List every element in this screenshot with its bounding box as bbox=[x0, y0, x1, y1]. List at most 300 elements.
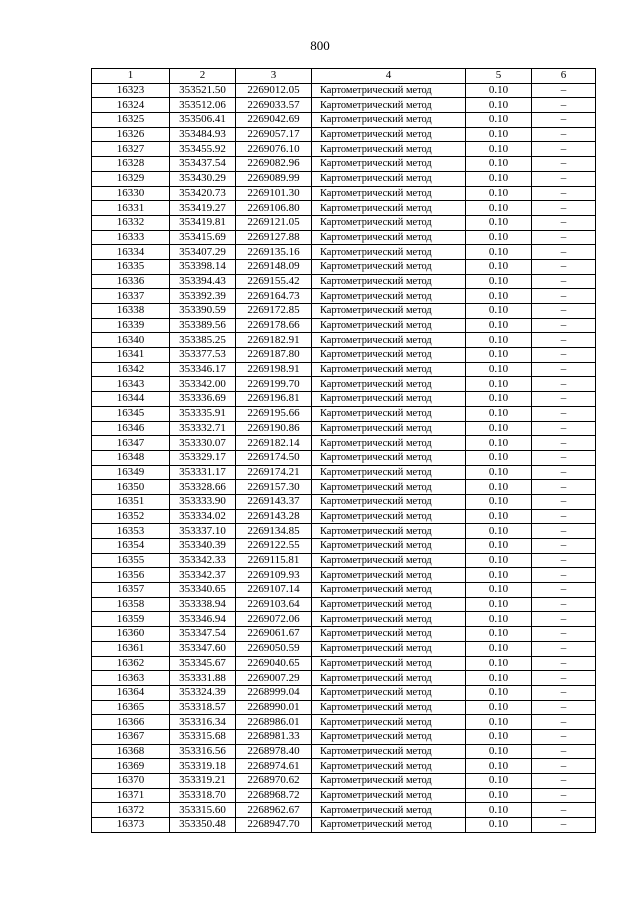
description-cell: – bbox=[532, 509, 596, 524]
method-cell: Картометрический метод bbox=[312, 436, 466, 451]
accuracy-cell: 0.10 bbox=[466, 245, 532, 260]
method-cell: Картометрический метод bbox=[312, 392, 466, 407]
accuracy-cell: 0.10 bbox=[466, 612, 532, 627]
method-cell: Картометрический метод bbox=[312, 465, 466, 480]
point-number-cell: 16327 bbox=[92, 142, 170, 157]
method-cell: Картометрический метод bbox=[312, 157, 466, 172]
x-coordinate-cell: 353347.60 bbox=[170, 641, 236, 656]
method-cell: Картометрический метод bbox=[312, 83, 466, 98]
y-coordinate-cell: 2268999.04 bbox=[236, 685, 312, 700]
accuracy-cell: 0.10 bbox=[466, 406, 532, 421]
table-header-row bbox=[92, 69, 596, 84]
point-number-cell: 16323 bbox=[92, 83, 170, 98]
table-row bbox=[92, 348, 596, 363]
table-row bbox=[92, 494, 596, 509]
table-row bbox=[92, 201, 596, 216]
table-row bbox=[92, 465, 596, 480]
accuracy-cell: 0.10 bbox=[466, 627, 532, 642]
x-coordinate-cell: 353342.00 bbox=[170, 377, 236, 392]
method-cell: Картометрический метод bbox=[312, 597, 466, 612]
point-number-cell: 16345 bbox=[92, 406, 170, 421]
column-header: 1 bbox=[92, 69, 170, 84]
table-row bbox=[92, 583, 596, 598]
table-row bbox=[92, 759, 596, 774]
accuracy-cell: 0.10 bbox=[466, 465, 532, 480]
x-coordinate-cell: 353331.88 bbox=[170, 671, 236, 686]
accuracy-cell: 0.10 bbox=[466, 494, 532, 509]
description-cell: – bbox=[532, 803, 596, 818]
y-coordinate-cell: 2269121.05 bbox=[236, 215, 312, 230]
x-coordinate-cell: 353324.39 bbox=[170, 685, 236, 700]
x-coordinate-cell: 353345.67 bbox=[170, 656, 236, 671]
accuracy-cell: 0.10 bbox=[466, 348, 532, 363]
point-number-cell: 16328 bbox=[92, 157, 170, 172]
y-coordinate-cell: 2269195.66 bbox=[236, 406, 312, 421]
accuracy-cell: 0.10 bbox=[466, 318, 532, 333]
y-coordinate-cell: 2269190.86 bbox=[236, 421, 312, 436]
y-coordinate-cell: 2269050.59 bbox=[236, 641, 312, 656]
table-row bbox=[92, 509, 596, 524]
description-cell: – bbox=[532, 774, 596, 789]
table-row bbox=[92, 788, 596, 803]
table-row bbox=[92, 612, 596, 627]
column-header: 5 bbox=[466, 69, 532, 84]
method-cell: Картометрический метод bbox=[312, 700, 466, 715]
x-coordinate-cell: 353377.53 bbox=[170, 348, 236, 363]
accuracy-cell: 0.10 bbox=[466, 436, 532, 451]
description-cell: – bbox=[532, 274, 596, 289]
x-coordinate-cell: 353329.17 bbox=[170, 450, 236, 465]
y-coordinate-cell: 2269082.96 bbox=[236, 157, 312, 172]
point-number-cell: 16371 bbox=[92, 788, 170, 803]
accuracy-cell: 0.10 bbox=[466, 157, 532, 172]
accuracy-cell: 0.10 bbox=[466, 259, 532, 274]
point-number-cell: 16356 bbox=[92, 568, 170, 583]
description-cell: – bbox=[532, 142, 596, 157]
x-coordinate-cell: 353415.69 bbox=[170, 230, 236, 245]
description-cell: – bbox=[532, 583, 596, 598]
point-number-cell: 16339 bbox=[92, 318, 170, 333]
description-cell: – bbox=[532, 700, 596, 715]
point-number-cell: 16335 bbox=[92, 259, 170, 274]
method-cell: Картометрический метод bbox=[312, 612, 466, 627]
y-coordinate-cell: 2268990.01 bbox=[236, 700, 312, 715]
accuracy-cell: 0.10 bbox=[466, 142, 532, 157]
x-coordinate-cell: 353333.90 bbox=[170, 494, 236, 509]
column-header: 2 bbox=[170, 69, 236, 84]
table-row bbox=[92, 597, 596, 612]
point-number-cell: 16329 bbox=[92, 171, 170, 186]
method-cell: Картометрический метод bbox=[312, 671, 466, 686]
description-cell: – bbox=[532, 524, 596, 539]
point-number-cell: 16348 bbox=[92, 450, 170, 465]
page-number: 800 bbox=[310, 38, 330, 53]
method-cell: Картометрический метод bbox=[312, 318, 466, 333]
point-number-cell: 16334 bbox=[92, 245, 170, 260]
y-coordinate-cell: 2269107.14 bbox=[236, 583, 312, 598]
table-row bbox=[92, 524, 596, 539]
y-coordinate-cell: 2269057.17 bbox=[236, 127, 312, 142]
description-cell: – bbox=[532, 186, 596, 201]
x-coordinate-cell: 353340.39 bbox=[170, 539, 236, 554]
y-coordinate-cell: 2269042.69 bbox=[236, 113, 312, 128]
accuracy-cell: 0.10 bbox=[466, 700, 532, 715]
accuracy-cell: 0.10 bbox=[466, 671, 532, 686]
point-number-cell: 16357 bbox=[92, 583, 170, 598]
y-coordinate-cell: 2268970.62 bbox=[236, 774, 312, 789]
table-row bbox=[92, 656, 596, 671]
y-coordinate-cell: 2269157.30 bbox=[236, 480, 312, 495]
point-number-cell: 16346 bbox=[92, 421, 170, 436]
x-coordinate-cell: 353389.56 bbox=[170, 318, 236, 333]
table-row bbox=[92, 142, 596, 157]
x-coordinate-cell: 353316.56 bbox=[170, 744, 236, 759]
y-coordinate-cell: 2269109.93 bbox=[236, 568, 312, 583]
x-coordinate-cell: 353319.21 bbox=[170, 774, 236, 789]
table-row bbox=[92, 641, 596, 656]
accuracy-cell: 0.10 bbox=[466, 289, 532, 304]
method-cell: Картометрический метод bbox=[312, 377, 466, 392]
method-cell: Картометрический метод bbox=[312, 230, 466, 245]
y-coordinate-cell: 2269040.65 bbox=[236, 656, 312, 671]
y-coordinate-cell: 2269122.55 bbox=[236, 539, 312, 554]
y-coordinate-cell: 2268981.33 bbox=[236, 729, 312, 744]
point-number-cell: 16358 bbox=[92, 597, 170, 612]
y-coordinate-cell: 2269103.64 bbox=[236, 597, 312, 612]
method-cell: Картометрический метод bbox=[312, 539, 466, 554]
y-coordinate-cell: 2268968.72 bbox=[236, 788, 312, 803]
accuracy-cell: 0.10 bbox=[466, 568, 532, 583]
table-row bbox=[92, 392, 596, 407]
y-coordinate-cell: 2269143.37 bbox=[236, 494, 312, 509]
description-cell: – bbox=[532, 157, 596, 172]
description-cell: – bbox=[532, 289, 596, 304]
x-coordinate-cell: 353318.57 bbox=[170, 700, 236, 715]
y-coordinate-cell: 2269196.81 bbox=[236, 392, 312, 407]
x-coordinate-cell: 353419.27 bbox=[170, 201, 236, 216]
y-coordinate-cell: 2269135.16 bbox=[236, 245, 312, 260]
point-number-cell: 16363 bbox=[92, 671, 170, 686]
accuracy-cell: 0.10 bbox=[466, 230, 532, 245]
x-coordinate-cell: 353484.93 bbox=[170, 127, 236, 142]
point-number-cell: 16330 bbox=[92, 186, 170, 201]
table-row bbox=[92, 362, 596, 377]
y-coordinate-cell: 2269106.80 bbox=[236, 201, 312, 216]
table-row bbox=[92, 245, 596, 260]
table-row bbox=[92, 289, 596, 304]
description-cell: – bbox=[532, 436, 596, 451]
description-cell: – bbox=[532, 201, 596, 216]
table-row bbox=[92, 685, 596, 700]
y-coordinate-cell: 2269172.85 bbox=[236, 304, 312, 319]
y-coordinate-cell: 2269164.73 bbox=[236, 289, 312, 304]
y-coordinate-cell: 2269061.67 bbox=[236, 627, 312, 642]
x-coordinate-cell: 353407.29 bbox=[170, 245, 236, 260]
description-cell: – bbox=[532, 113, 596, 128]
x-coordinate-cell: 353346.17 bbox=[170, 362, 236, 377]
column-header: 4 bbox=[312, 69, 466, 84]
y-coordinate-cell: 2269155.42 bbox=[236, 274, 312, 289]
x-coordinate-cell: 353328.66 bbox=[170, 480, 236, 495]
table-row bbox=[92, 157, 596, 172]
y-coordinate-cell: 2269198.91 bbox=[236, 362, 312, 377]
x-coordinate-cell: 353330.07 bbox=[170, 436, 236, 451]
method-cell: Картометрический метод bbox=[312, 818, 466, 833]
description-cell: – bbox=[532, 304, 596, 319]
y-coordinate-cell: 2269148.09 bbox=[236, 259, 312, 274]
y-coordinate-cell: 2269182.14 bbox=[236, 436, 312, 451]
point-number-cell: 16366 bbox=[92, 715, 170, 730]
description-cell: – bbox=[532, 98, 596, 113]
method-cell: Картометрический метод bbox=[312, 627, 466, 642]
x-coordinate-cell: 353331.17 bbox=[170, 465, 236, 480]
accuracy-cell: 0.10 bbox=[466, 729, 532, 744]
table-row bbox=[92, 671, 596, 686]
point-number-cell: 16370 bbox=[92, 774, 170, 789]
method-cell: Картометрический метод bbox=[312, 553, 466, 568]
y-coordinate-cell: 2269127.88 bbox=[236, 230, 312, 245]
accuracy-cell: 0.10 bbox=[466, 333, 532, 348]
description-cell: – bbox=[532, 744, 596, 759]
point-number-cell: 16333 bbox=[92, 230, 170, 245]
method-cell: Картометрический метод bbox=[312, 406, 466, 421]
point-number-cell: 16340 bbox=[92, 333, 170, 348]
point-number-cell: 16361 bbox=[92, 641, 170, 656]
accuracy-cell: 0.10 bbox=[466, 641, 532, 656]
method-cell: Картометрический метод bbox=[312, 421, 466, 436]
table-row bbox=[92, 215, 596, 230]
column-header: 6 bbox=[532, 69, 596, 84]
description-cell: – bbox=[532, 215, 596, 230]
description-cell: – bbox=[532, 494, 596, 509]
method-cell: Картометрический метод bbox=[312, 788, 466, 803]
x-coordinate-cell: 353346.94 bbox=[170, 612, 236, 627]
method-cell: Картометрический метод bbox=[312, 641, 466, 656]
point-number-cell: 16337 bbox=[92, 289, 170, 304]
table-row bbox=[92, 113, 596, 128]
y-coordinate-cell: 2269076.10 bbox=[236, 142, 312, 157]
y-coordinate-cell: 2269199.70 bbox=[236, 377, 312, 392]
table-row bbox=[92, 186, 596, 201]
y-coordinate-cell: 2269134.85 bbox=[236, 524, 312, 539]
description-cell: – bbox=[532, 656, 596, 671]
description-cell: – bbox=[532, 759, 596, 774]
accuracy-cell: 0.10 bbox=[466, 377, 532, 392]
method-cell: Картометрический метод bbox=[312, 215, 466, 230]
x-coordinate-cell: 353335.91 bbox=[170, 406, 236, 421]
method-cell: Картометрический метод bbox=[312, 480, 466, 495]
point-number-cell: 16343 bbox=[92, 377, 170, 392]
y-coordinate-cell: 2269115.81 bbox=[236, 553, 312, 568]
x-coordinate-cell: 353506.41 bbox=[170, 113, 236, 128]
accuracy-cell: 0.10 bbox=[466, 83, 532, 98]
x-coordinate-cell: 353315.68 bbox=[170, 729, 236, 744]
point-number-cell: 16338 bbox=[92, 304, 170, 319]
table-row bbox=[92, 450, 596, 465]
description-cell: – bbox=[532, 127, 596, 142]
description-cell: – bbox=[532, 259, 596, 274]
y-coordinate-cell: 2269089.99 bbox=[236, 171, 312, 186]
x-coordinate-cell: 353342.37 bbox=[170, 568, 236, 583]
x-coordinate-cell: 353455.92 bbox=[170, 142, 236, 157]
coordinates-table bbox=[91, 68, 596, 833]
y-coordinate-cell: 2268974.61 bbox=[236, 759, 312, 774]
point-number-cell: 16362 bbox=[92, 656, 170, 671]
method-cell: Картометрический метод bbox=[312, 744, 466, 759]
x-coordinate-cell: 353385.25 bbox=[170, 333, 236, 348]
accuracy-cell: 0.10 bbox=[466, 450, 532, 465]
x-coordinate-cell: 353437.54 bbox=[170, 157, 236, 172]
x-coordinate-cell: 353315.60 bbox=[170, 803, 236, 818]
accuracy-cell: 0.10 bbox=[466, 583, 532, 598]
method-cell: Картометрический метод bbox=[312, 583, 466, 598]
y-coordinate-cell: 2268947.70 bbox=[236, 818, 312, 833]
point-number-cell: 16360 bbox=[92, 627, 170, 642]
description-cell: – bbox=[532, 362, 596, 377]
x-coordinate-cell: 353334.02 bbox=[170, 509, 236, 524]
y-coordinate-cell: 2269143.28 bbox=[236, 509, 312, 524]
method-cell: Картометрический метод bbox=[312, 362, 466, 377]
description-cell: – bbox=[532, 83, 596, 98]
description-cell: – bbox=[532, 671, 596, 686]
method-cell: Картометрический метод bbox=[312, 98, 466, 113]
accuracy-cell: 0.10 bbox=[466, 744, 532, 759]
x-coordinate-cell: 353398.14 bbox=[170, 259, 236, 274]
method-cell: Картометрический метод bbox=[312, 685, 466, 700]
method-cell: Картометрический метод bbox=[312, 494, 466, 509]
method-cell: Картометрический метод bbox=[312, 759, 466, 774]
table-row bbox=[92, 715, 596, 730]
table-row bbox=[92, 774, 596, 789]
point-number-cell: 16353 bbox=[92, 524, 170, 539]
description-cell: – bbox=[532, 245, 596, 260]
point-number-cell: 16365 bbox=[92, 700, 170, 715]
x-coordinate-cell: 353337.10 bbox=[170, 524, 236, 539]
accuracy-cell: 0.10 bbox=[466, 715, 532, 730]
table-row bbox=[92, 259, 596, 274]
table-row bbox=[92, 553, 596, 568]
x-coordinate-cell: 353512.06 bbox=[170, 98, 236, 113]
method-cell: Картометрический метод bbox=[312, 245, 466, 260]
x-coordinate-cell: 353420.73 bbox=[170, 186, 236, 201]
point-number-cell: 16349 bbox=[92, 465, 170, 480]
table-row bbox=[92, 818, 596, 833]
method-cell: Картометрический метод bbox=[312, 274, 466, 289]
method-cell: Картометрический метод bbox=[312, 127, 466, 142]
point-number-cell: 16352 bbox=[92, 509, 170, 524]
accuracy-cell: 0.10 bbox=[466, 788, 532, 803]
method-cell: Картометрический метод bbox=[312, 568, 466, 583]
table-row bbox=[92, 274, 596, 289]
method-cell: Картометрический метод bbox=[312, 729, 466, 744]
method-cell: Картометрический метод bbox=[312, 348, 466, 363]
y-coordinate-cell: 2268986.01 bbox=[236, 715, 312, 730]
x-coordinate-cell: 353340.65 bbox=[170, 583, 236, 598]
accuracy-cell: 0.10 bbox=[466, 759, 532, 774]
table-row bbox=[92, 568, 596, 583]
point-number-cell: 16359 bbox=[92, 612, 170, 627]
y-coordinate-cell: 2269178.66 bbox=[236, 318, 312, 333]
description-cell: – bbox=[532, 230, 596, 245]
y-coordinate-cell: 2269174.21 bbox=[236, 465, 312, 480]
point-number-cell: 16341 bbox=[92, 348, 170, 363]
accuracy-cell: 0.10 bbox=[466, 186, 532, 201]
table-row bbox=[92, 377, 596, 392]
description-cell: – bbox=[532, 450, 596, 465]
x-coordinate-cell: 353342.33 bbox=[170, 553, 236, 568]
description-cell: – bbox=[532, 465, 596, 480]
point-number-cell: 16350 bbox=[92, 480, 170, 495]
method-cell: Картометрический метод bbox=[312, 304, 466, 319]
description-cell: – bbox=[532, 568, 596, 583]
accuracy-cell: 0.10 bbox=[466, 539, 532, 554]
accuracy-cell: 0.10 bbox=[466, 818, 532, 833]
accuracy-cell: 0.10 bbox=[466, 774, 532, 789]
accuracy-cell: 0.10 bbox=[466, 98, 532, 113]
description-cell: – bbox=[532, 171, 596, 186]
accuracy-cell: 0.10 bbox=[466, 803, 532, 818]
y-coordinate-cell: 2269033.57 bbox=[236, 98, 312, 113]
table-row bbox=[92, 627, 596, 642]
description-cell: – bbox=[532, 333, 596, 348]
method-cell: Картометрический метод bbox=[312, 333, 466, 348]
table-row bbox=[92, 700, 596, 715]
point-number-cell: 16324 bbox=[92, 98, 170, 113]
y-coordinate-cell: 2268978.40 bbox=[236, 744, 312, 759]
point-number-cell: 16364 bbox=[92, 685, 170, 700]
method-cell: Картометрический метод bbox=[312, 142, 466, 157]
table-row bbox=[92, 480, 596, 495]
accuracy-cell: 0.10 bbox=[466, 392, 532, 407]
accuracy-cell: 0.10 bbox=[466, 597, 532, 612]
accuracy-cell: 0.10 bbox=[466, 553, 532, 568]
description-cell: – bbox=[532, 553, 596, 568]
point-number-cell: 16367 bbox=[92, 729, 170, 744]
point-number-cell: 16336 bbox=[92, 274, 170, 289]
point-number-cell: 16344 bbox=[92, 392, 170, 407]
description-cell: – bbox=[532, 641, 596, 656]
table-row bbox=[92, 98, 596, 113]
description-cell: – bbox=[532, 729, 596, 744]
accuracy-cell: 0.10 bbox=[466, 201, 532, 216]
point-number-cell: 16351 bbox=[92, 494, 170, 509]
description-cell: – bbox=[532, 539, 596, 554]
method-cell: Картометрический метод bbox=[312, 450, 466, 465]
accuracy-cell: 0.10 bbox=[466, 304, 532, 319]
accuracy-cell: 0.10 bbox=[466, 480, 532, 495]
point-number-cell: 16347 bbox=[92, 436, 170, 451]
method-cell: Картометрический метод bbox=[312, 171, 466, 186]
accuracy-cell: 0.10 bbox=[466, 215, 532, 230]
x-coordinate-cell: 353394.43 bbox=[170, 274, 236, 289]
table-row bbox=[92, 127, 596, 142]
accuracy-cell: 0.10 bbox=[466, 509, 532, 524]
method-cell: Картометрический метод bbox=[312, 774, 466, 789]
y-coordinate-cell: 2269007.29 bbox=[236, 671, 312, 686]
accuracy-cell: 0.10 bbox=[466, 362, 532, 377]
x-coordinate-cell: 353392.39 bbox=[170, 289, 236, 304]
table-row bbox=[92, 318, 596, 333]
description-cell: – bbox=[532, 685, 596, 700]
table-row bbox=[92, 539, 596, 554]
method-cell: Картометрический метод bbox=[312, 201, 466, 216]
accuracy-cell: 0.10 bbox=[466, 127, 532, 142]
table-row bbox=[92, 421, 596, 436]
column-header: 3 bbox=[236, 69, 312, 84]
table-row bbox=[92, 436, 596, 451]
y-coordinate-cell: 2269012.05 bbox=[236, 83, 312, 98]
description-cell: – bbox=[532, 818, 596, 833]
